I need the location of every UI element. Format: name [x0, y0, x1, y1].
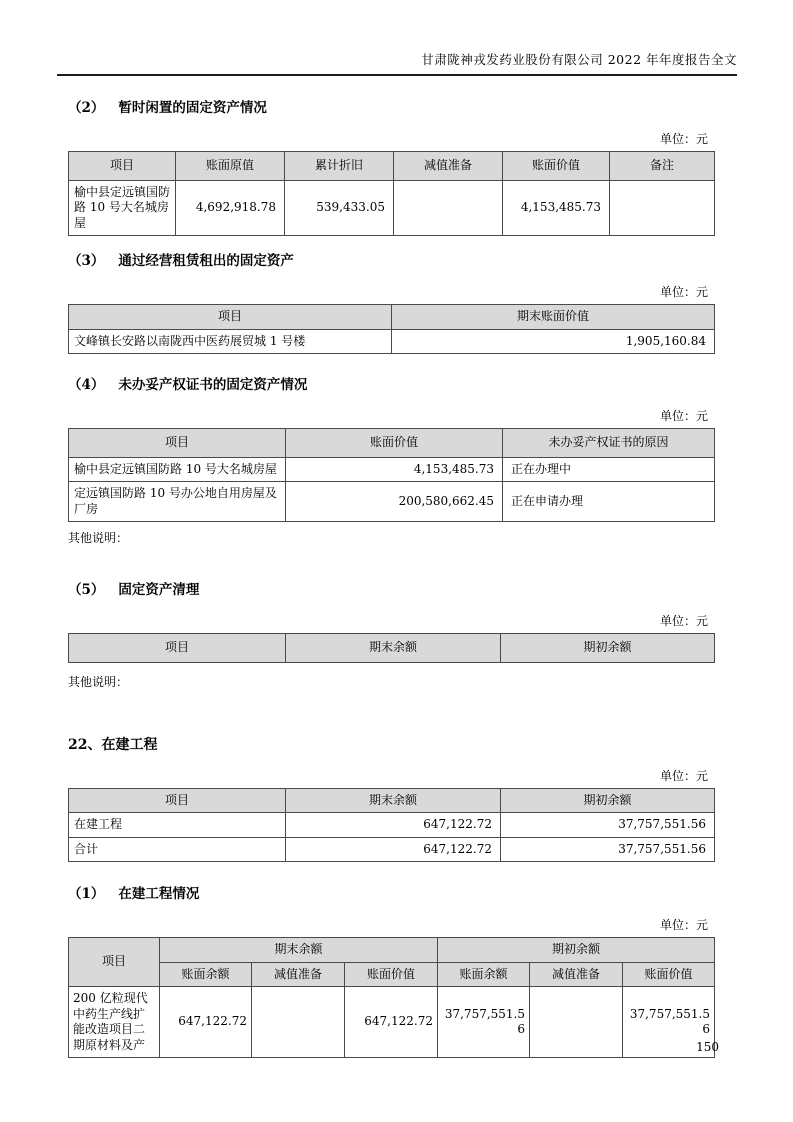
column-header-ending-balance: 期末余额: [286, 788, 501, 813]
group-header-beginning: 期初余额: [438, 938, 715, 963]
table-header-row: [69, 634, 715, 663]
section-number: （2）: [68, 100, 105, 116]
cell-depreciation: 539,433.05: [285, 180, 394, 236]
table-row: [69, 329, 715, 354]
cell-item: 200 亿粒现代中药生产线扩能改造项目二期原材料及产: [69, 987, 160, 1058]
idle-assets-table: [68, 151, 715, 236]
no-certificate-table: [68, 428, 715, 522]
leased-out-table: [68, 304, 715, 354]
table-header-row: [69, 152, 715, 181]
cell-book-value: 4,153,485.73: [286, 457, 503, 482]
table-subheader-row: [69, 962, 715, 987]
section-title-cip-detail: [68, 886, 714, 903]
unit-label: 单位：元: [659, 132, 708, 146]
section-text: 通过经营租赁租出的固定资产: [118, 253, 294, 269]
column-header-book-balance: 账面余额: [438, 962, 530, 987]
column-header-book-value: 账面价值: [345, 962, 438, 987]
column-header-ending-balance: 期末余额: [286, 634, 501, 663]
table-row: [69, 987, 715, 1058]
cell-ending-balance: 647,122.72: [286, 813, 501, 838]
cell-item: 定远镇国防路 10 号办公地自用房屋及厂房: [69, 482, 286, 522]
cell-book-value: 200,580,662.45: [286, 482, 503, 522]
column-header-ending-book-value: 期末账面价值: [392, 305, 715, 330]
column-header-impairment: 减值准备: [252, 962, 345, 987]
column-header-note: 备注: [610, 152, 715, 181]
unit-label: 单位：元: [659, 614, 708, 628]
table-row: [69, 813, 715, 838]
cell-ending-balance: 647,122.72: [286, 837, 501, 862]
section-title-disposal: [68, 582, 714, 599]
section-title-idle-assets: [68, 100, 714, 117]
cell-beginning-book-value: 37,757,551.56: [623, 987, 715, 1058]
unit-label: 单位：元: [659, 768, 708, 783]
table-header-row: [69, 788, 715, 813]
table-header-row: [69, 305, 715, 330]
cell-beginning-balance: 37,757,551.56: [501, 813, 715, 838]
section-title-no-certificate: [68, 377, 714, 394]
other-note: 其他说明：: [68, 531, 129, 545]
column-header-item: 项目: [69, 938, 160, 987]
cell-ending-book-value: 1,905,160.84: [392, 329, 715, 354]
disposal-table: [68, 633, 715, 663]
section-text: 暂时闲置的固定资产情况: [118, 100, 267, 116]
cip-summary-table: [68, 788, 715, 863]
group-header-ending: 期末余额: [160, 938, 438, 963]
cell-reason: 正在办理中: [503, 457, 715, 482]
unit-label: 单位：元: [659, 285, 708, 299]
cell-ending-book-balance: 647,122.72: [160, 987, 252, 1058]
report-header-title: 甘肃陇神戎发药业股份有限公司 2022 年年度报告全文: [57, 50, 737, 76]
table-row: [69, 482, 715, 522]
column-header-beginning-balance: 期初余额: [501, 788, 715, 813]
column-header-book-value: 账面价值: [623, 962, 715, 987]
section-title-leased-out: [68, 253, 714, 270]
other-note: 其他说明：: [68, 674, 129, 689]
table-header-row: [69, 429, 715, 458]
unit-label: 单位：元: [659, 918, 708, 932]
cell-beginning-book-balance: 37,757,551.56: [438, 987, 530, 1058]
cell-ending-impairment: [252, 987, 345, 1058]
column-header-item: 项目: [69, 634, 286, 663]
column-header-impairment: 减值准备: [394, 152, 503, 181]
cell-note: [610, 180, 715, 236]
cell-item: 合计: [69, 837, 286, 862]
page-content: [68, 74, 714, 1058]
section-number: （4）: [68, 377, 105, 393]
cell-beginning-balance: 37,757,551.56: [501, 837, 715, 862]
section-number: （5）: [68, 582, 105, 598]
section-number: （3）: [68, 253, 105, 269]
cell-reason: 正在申请办理: [503, 482, 715, 522]
cell-item: 榆中县定远镇国防路 10 号大名城房屋: [69, 180, 176, 236]
page-number: 150: [696, 1040, 719, 1054]
section-text: 未办妥产权证书的固定资产情况: [118, 377, 308, 393]
column-header-reason: 未办妥产权证书的原因: [503, 429, 715, 458]
column-header-item: 项目: [69, 788, 286, 813]
column-header-original-value: 账面原值: [176, 152, 285, 181]
cell-book-value: 4,153,485.73: [503, 180, 610, 236]
column-header-beginning-balance: 期初余额: [501, 634, 715, 663]
section-title-cip: 22、在建工程: [68, 736, 158, 753]
column-header-book-value: 账面价值: [503, 152, 610, 181]
cell-ending-book-value: 647,122.72: [345, 987, 438, 1058]
cell-impairment: [394, 180, 503, 236]
section-number: （1）: [68, 886, 105, 902]
column-header-book-balance: 账面余额: [160, 962, 252, 987]
cip-detail-table: [68, 937, 715, 1058]
cell-item: 在建工程: [69, 813, 286, 838]
cell-beginning-impairment: [530, 987, 623, 1058]
column-header-item: 项目: [69, 429, 286, 458]
section-text: 固定资产清理: [118, 582, 200, 598]
column-header-item: 项目: [69, 305, 392, 330]
cell-item: 文峰镇长安路以南陇西中医药展贸城 1 号楼: [69, 329, 392, 354]
column-header-depreciation: 累计折旧: [285, 152, 394, 181]
table-row: [69, 180, 715, 236]
table-row: [69, 837, 715, 862]
cell-original-value: 4,692,918.78: [176, 180, 285, 236]
column-header-impairment: 减值准备: [530, 962, 623, 987]
column-header-book-value: 账面价值: [286, 429, 503, 458]
column-header-item: 项目: [69, 152, 176, 181]
table-row: [69, 457, 715, 482]
cell-item: 榆中县定远镇国防路 10 号大名城房屋: [69, 457, 286, 482]
section-text: 在建工程情况: [118, 886, 200, 902]
unit-label: 单位：元: [659, 409, 708, 423]
table-group-header-row: [69, 938, 715, 963]
